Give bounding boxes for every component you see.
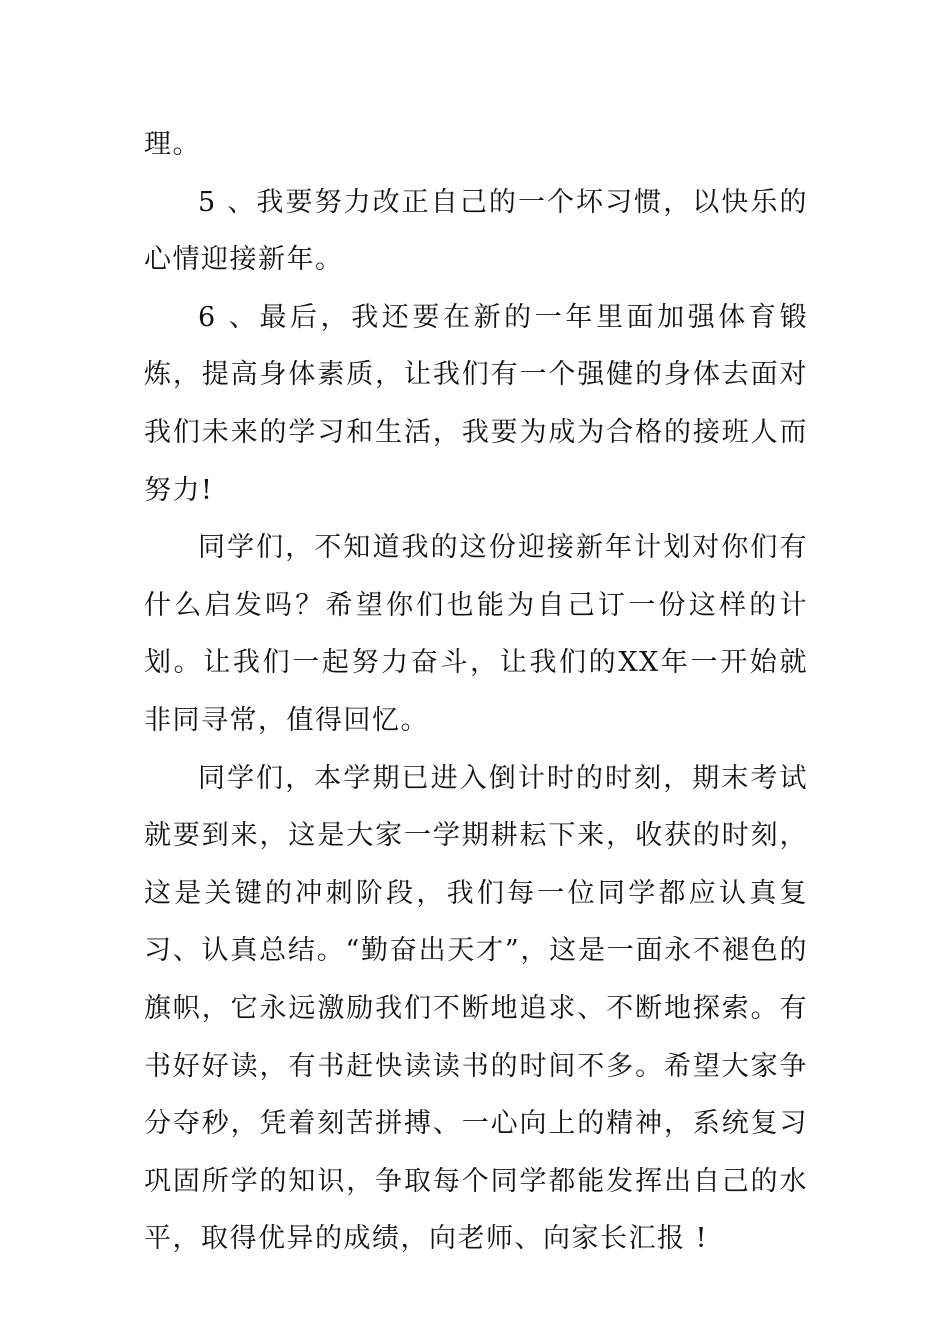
paragraph-continuation: 理。 bbox=[144, 129, 201, 160]
paragraph-new-year-plan: 同学们，不知道我的这份迎接新年计划对你们有什么启发吗？希望你们也能为自己订一份这样的计划。让我们一起努力奋斗，让我们的XX年一开始就非同寻常，值得回忆。 bbox=[144, 532, 808, 736]
document-body bbox=[144, 116, 808, 1268]
paragraph-final-exam: 同学们，本学期已进入倒计时的时刻，期末考试就要到来，这是大家一学期耕耘下来，收获的时刻，这是关键的冲刺阶段，我们每一位同学都应认真复习、认真总结。“勤奋出天才”，这是一面永不褪色的旗帜，它永远激励我们不断地追求、不断地探索。有书好好读，有书赶快读读书的时间不多。希望大家争分夺秒，凭着刻苦拼搏、一心向上的精神，系统复习巩固所学的知识，争取每个同学都能发挥出自己的水平，取得优异的成绩，向老师、向家长汇报 ! bbox=[144, 762, 808, 1255]
paragraph-item-6: 6 、最后，我还要在新的一年里面加强体育锻炼，提高身体素质，让我们有一个强健的身体去面对我们未来的学习和生活，我要为成为合格的接班人而努力! bbox=[144, 301, 808, 506]
paragraph-item-5: 5 、我要努力改正自己的一个坏习惯，以快乐的心情迎接新年。 bbox=[144, 186, 808, 276]
